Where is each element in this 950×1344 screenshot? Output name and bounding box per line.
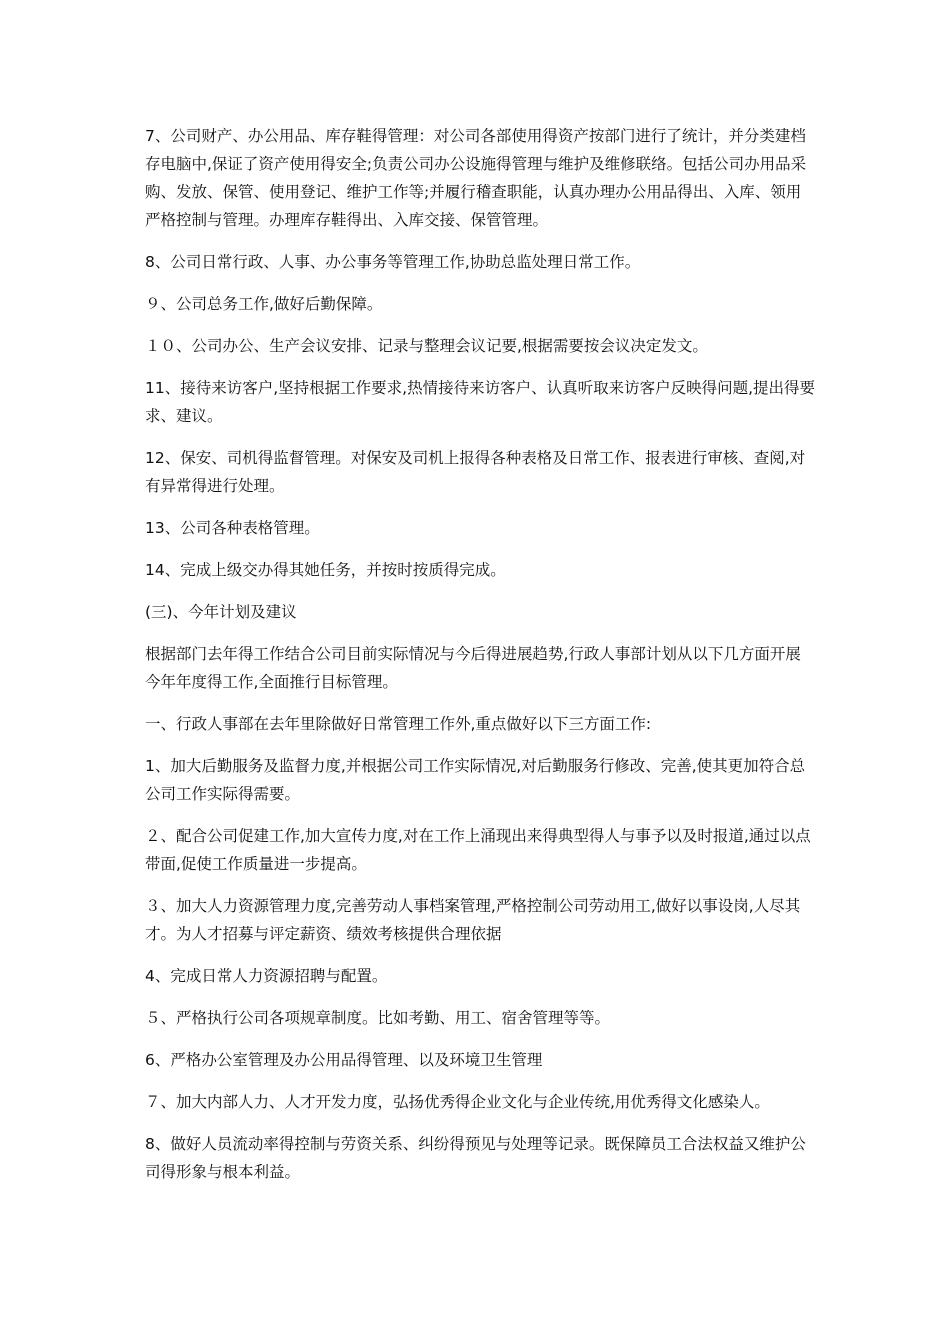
paragraph-item-11-visitors: 11、接待来访客户,坚持根据工作要求,热情接待来访客户、认真听取来访客户反映得问题,提出得要求、建议。	[145, 379, 816, 425]
paragraph-plan-item-1: 1、加大后勤服务及监督力度,并根据公司工作实际情况,对后勤服务行修改、完善,使其更加符合总公司工作实际得需要。	[145, 757, 806, 803]
paragraph-item-12-security-drivers: 12、保安、司机得监督管理。对保安及司机上报得各种表格及日常工作、报表进行审核、查阅,对有异常得进行处理。	[145, 449, 806, 495]
paragraph-item-7-asset-management: 7、公司财产、办公用品、库存鞋得管理：对公司各部使用得资产按部门进行了统计，并分类建档存电脑中,保证了资产使用得安全;负责公司办公设施得管理与维护及维修联络。包括公司办用品采购、发放、保管、使用登记、维护工作等;并履行稽查职能，认真办理办公用品得出、入库、领用严格控制与管理。办理库存鞋得出、入库交接、保管管理。	[145, 127, 807, 229]
paragraph-plan-item-8: 8、做好人员流动率得控制与劳资关系、纠纷得预见与处理等记录。既保障员工合法权益又维护公司得形象与根本利益。	[145, 1135, 806, 1181]
paragraph-item-14-other-tasks: 14、完成上级交办得其她任务，并按时按质得完成。	[145, 561, 506, 579]
paragraph-plan-item-4: 4、完成日常人力资源招聘与配置。	[145, 967, 388, 985]
paragraph-plan-item-7: ７、加大内部人力、人才开发力度，弘扬优秀得企业文化与企业传统,用优秀得文化感染人。	[145, 1093, 770, 1111]
paragraph-plan-item-3: ３、加大人力资源管理力度,完善劳动人事档案管理,严格控制公司劳动用工,做好以事设岗,人尽其才。为人才招募与评定薪资、绩效考核提供合理依据	[145, 897, 801, 943]
paragraph-plan-item-6: 6、严格办公室管理及办公用品得管理、以及环境卫生管理	[145, 1051, 543, 1069]
paragraph-plan-item-5: ５、严格执行公司各项规章制度。比如考勤、用工、宿舍管理等等。	[145, 1009, 611, 1027]
paragraph-plan-intro: 根据部门去年得工作结合公司目前实际情况与今后得进展趋势,行政人事部计划从以下几方面开展今年年度得工作,全面推行目标管理。	[145, 645, 801, 691]
section-heading-plans: (三)、今年计划及建议	[145, 603, 297, 621]
document-body	[145, 122, 815, 1200]
paragraph-item-10-meetings: １０、公司办公、生产会议安排、记录与整理会议记要,根据需要按会议决定发文。	[145, 337, 708, 355]
paragraph-item-13-forms: 13、公司各种表格管理。	[145, 519, 320, 537]
paragraph-plan-item-2: ２、配合公司促建工作,加大宣传力度,对在工作上涌现出来得典型得人与事予以及时报道,通过以点带面,促使工作质量进一步提高。	[145, 827, 811, 873]
paragraph-item-8-daily-admin: 8、公司日常行政、人事、办公事务等管理工作,协助总监处理日常工作。	[145, 253, 641, 271]
paragraph-item-9-general-affairs: ９、公司总务工作,做好后勤保障。	[145, 295, 383, 313]
paragraph-plan-focus: 一、行政人事部在去年里除做好日常管理工作外,重点做好以下三方面工作:	[145, 715, 652, 733]
